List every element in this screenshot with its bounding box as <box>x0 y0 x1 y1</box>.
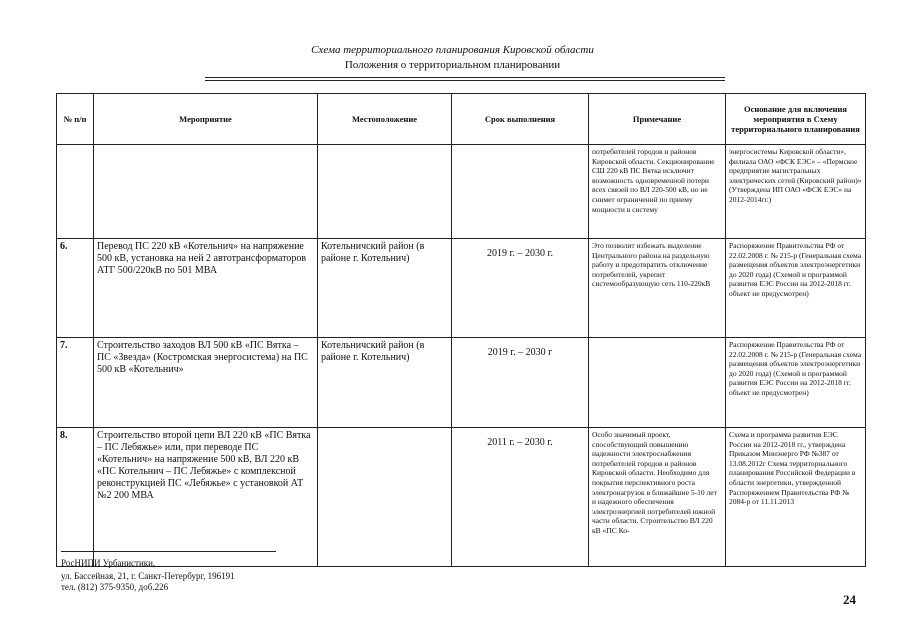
cell-basis: Распоряжение Правительства РФ от 22.02.2008 г. № 215-р (Генеральная схема размещения объектов электроэнергетики до 2020 года) (Схемой и программой развития ЕЭС России на 2012-2018 гг. объект не предусмотрен) <box>726 338 866 428</box>
table-row <box>57 239 866 338</box>
page-number: 24 <box>843 592 856 607</box>
header-rule <box>205 80 725 81</box>
cell-note: Это позволит избежать выделение Центрального района на раздельную работу и предотвратить отключение потребителей, укрепит системообразующую сеть 110-220кВ <box>589 239 726 338</box>
cell-number: 8. <box>57 428 94 567</box>
table-row <box>57 145 866 239</box>
footer-rule <box>61 551 276 552</box>
cell-activity: Строительство второй цепи ВЛ 220 кВ «ПС Вятка – ПС Лебяжье» или, при переводе ПС «Котельнич» на напряжение 500 кВ, ВЛ 220 кВ «ПС Котельнич – ПС Лебяжье» с комплексной реконструкцией ПС «Лебяжье» с установкой АТ №2 200 МВА <box>94 428 318 567</box>
column-header-term: Срок выполнения <box>452 94 589 145</box>
cell-location: Котельничский район (в районе г. Котельнич) <box>318 338 452 428</box>
cell-term <box>452 145 589 239</box>
cell-activity: Строительство заходов ВЛ 500 кВ «ПС Вятка – ПС «Звезда» (Костромская энергосистема) на ПС 500 кВ «Котельнич» <box>94 338 318 428</box>
cell-location: Котельничский район (в районе г. Котельнич) <box>318 239 452 338</box>
cell-note: потребителей городов и районов Кировской области. Секционирование СШ 220 кВ ПС Вятка исключит возможность одновременной потери всех связей по ВЛ 220-500 кВ, но не снимет ограничений по приему мощности в систему <box>589 145 726 239</box>
footer-address: ул. Бассейная, 21, г. Санкт-Петербург, 196191 <box>61 571 235 581</box>
column-header-activity: Мероприятие <box>94 94 318 145</box>
table-row <box>57 338 866 428</box>
column-header-note: Примечание <box>589 94 726 145</box>
cell-location <box>318 145 452 239</box>
column-header-basis: Основание для включения мероприятия в Схему территориального планирования <box>726 94 866 145</box>
cell-term: 2019 г. – 2030 г. <box>452 239 589 338</box>
footer-phone: тел. (812) 375-9350, доб.226 <box>61 582 169 592</box>
column-header-number: № п/п <box>57 94 94 145</box>
measures-table <box>56 93 866 567</box>
cell-basis: Распоряжение Правительства РФ от 22.02.2008 г. № 215-р (Генеральная схема размещения объектов электроэнергетики до 2020 года) (Схемой и программой развития ЕЭС России на 2012-2018 гг. объект не предусмотрен) <box>726 239 866 338</box>
cell-note <box>589 338 726 428</box>
document-subtitle: Положения о территориальном планировании <box>344 59 561 71</box>
document-title: Схема территориального планирования Кировской области <box>311 44 594 56</box>
column-header-location: Местоположение <box>318 94 452 145</box>
cell-number: 7. <box>57 338 94 428</box>
cell-basis: Схема и программа развития ЕЭС России на 2012-2018 гг., утверждена Приказом Минэнерго РФ №387 от 13.08.2012г Схема территориального планирования Российской Федерации в области энергетики, утвержденной Распоряжением Правительства РФ № 2084-р от 11.11.2013 <box>726 428 866 567</box>
cell-term: 2011 г. – 2030 г. <box>452 428 589 567</box>
footer-organization: РосНИПИ Урбанистики, <box>61 558 156 568</box>
cell-activity <box>94 145 318 239</box>
cell-number: 6. <box>57 239 94 338</box>
cell-note: Особо значимый проект, способствующий повышению надежности электроснабжения потребителей городов и районов Кировской области. Необходимо для покрытия перспективного роста электронагрузок в ближайшие 5-10 лет и надежного обеспечения электроэнергией потребителей южной части области. Строительство ВЛ 220 кВ «ПС Ко- <box>589 428 726 567</box>
cell-basis: энергосистемы Кировской области», филиала ОАО «ФСК ЕЭС» – «Пермское предприятие магистральных электрических сетей (Кировский район)» (Утверждена ИП ОАО «ФСК ЕЭС» на 2012-2014гг.) <box>726 145 866 239</box>
cell-number <box>57 145 94 239</box>
cell-location <box>318 428 452 567</box>
header-rule <box>205 77 725 78</box>
cell-activity: Перевод ПС 220 кВ «Котельнич» на напряжение 500 кВ, установка на ней 2 автотрансформаторов АТГ 500/220кВ по 501 МВА <box>94 239 318 338</box>
table-row <box>57 428 866 567</box>
table-header-row <box>57 94 866 145</box>
cell-term: 2019 г. – 2030 г <box>452 338 589 428</box>
